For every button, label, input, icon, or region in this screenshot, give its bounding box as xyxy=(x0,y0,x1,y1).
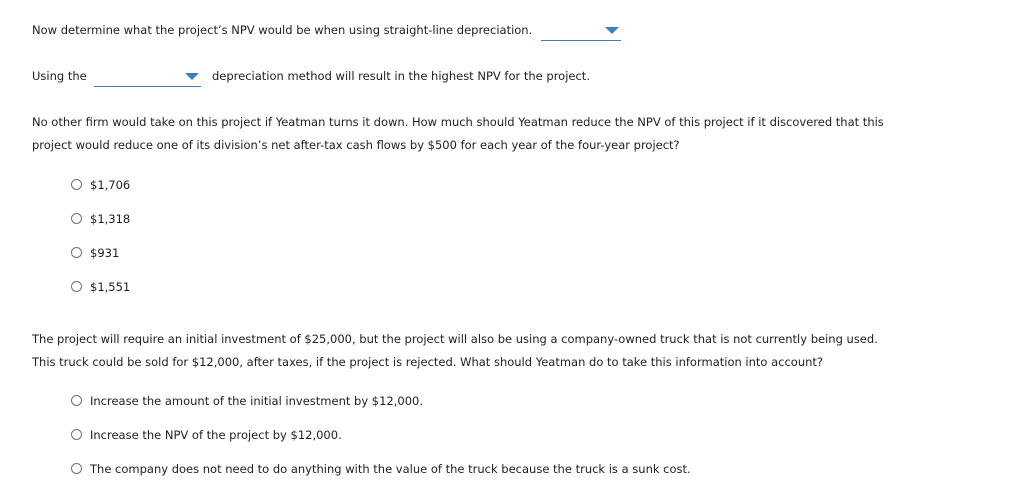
radio-option-sunk-cost[interactable] xyxy=(71,463,82,474)
question-depreciation-suffix: depreciation method will result in the highest NPV for the project. xyxy=(212,69,590,83)
question-truck-line2: This truck could be sold for $12,000, after taxes, if the project is rejected. What should Yeatman do to take this information into account? xyxy=(32,355,824,369)
caret-down-icon xyxy=(605,27,619,34)
depreciation-method-dropdown[interactable] xyxy=(94,68,201,87)
question-npv-straight-line: Now determine what the project’s NPV would be when using straight-line depreciation. xyxy=(32,23,533,37)
npv-straight-line-dropdown[interactable] xyxy=(541,22,621,41)
option-label-increase-npv[interactable]: Increase the NPV of the project by $12,000. xyxy=(90,428,342,442)
radio-option-1551[interactable] xyxy=(71,281,82,292)
option-label-1318[interactable]: $1,318 xyxy=(90,212,131,226)
question-npv-reduction-line2: project would reduce one of its division’s net after-tax cash flows by $500 for each year of the four-year project? xyxy=(32,138,680,152)
question-npv-reduction-line1: No other firm would take on this project if Yeatman turns it down. How much should Yeatman reduce the NPV of this project if it discovered that this xyxy=(32,115,884,129)
option-label-1551[interactable]: $1,551 xyxy=(90,280,131,294)
radio-option-1318[interactable] xyxy=(71,213,82,224)
question-truck-line1: The project will require an initial investment of $25,000, but the project will also be using a company-owned truck that is not currently being used. xyxy=(32,332,878,346)
option-label-increase-investment[interactable]: Increase the amount of the initial investment by $12,000. xyxy=(90,394,423,408)
option-label-sunk-cost[interactable]: The company does not need to do anything with the value of the truck because the truck is a sunk cost. xyxy=(90,462,691,476)
question-depreciation-prefix: Using the xyxy=(32,69,87,83)
option-label-931[interactable]: $931 xyxy=(90,246,120,260)
option-label-1706[interactable]: $1,706 xyxy=(90,178,131,192)
radio-option-increase-investment[interactable] xyxy=(71,395,82,406)
caret-down-icon xyxy=(185,73,199,80)
radio-option-931[interactable] xyxy=(71,247,82,258)
radio-option-1706[interactable] xyxy=(71,179,82,190)
radio-option-increase-npv[interactable] xyxy=(71,429,82,440)
